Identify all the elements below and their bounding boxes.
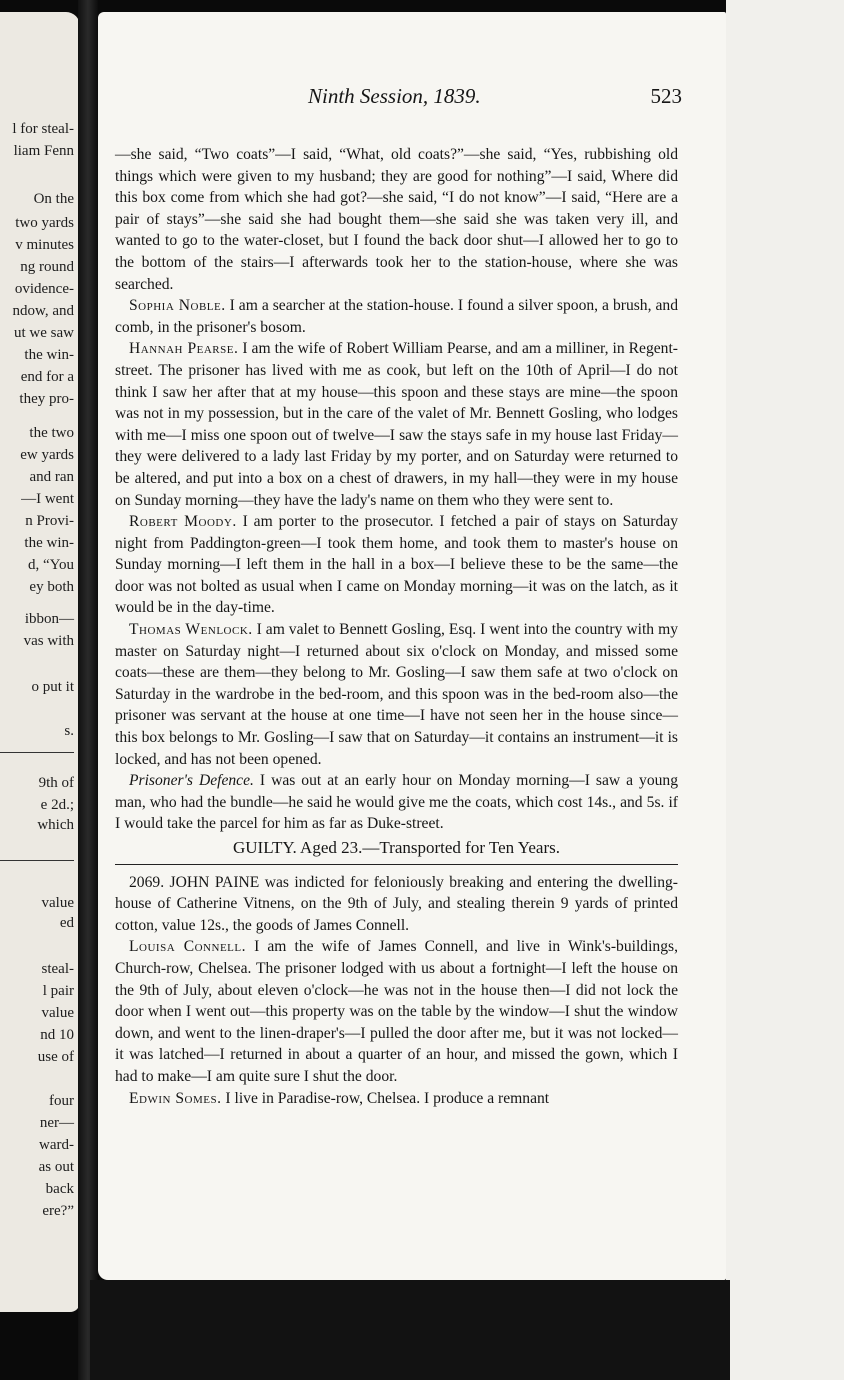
facing-page-edge bbox=[0, 12, 80, 1312]
facing-page-text-fragment: n Provi- bbox=[25, 513, 74, 529]
facing-page-text-fragment: o put it bbox=[31, 679, 74, 695]
testimony-text: I live in Paradise-row, Chelsea. I produce a remnant bbox=[225, 1089, 550, 1107]
facing-page-text-fragment: ed bbox=[59, 915, 74, 931]
facing-page-text-fragment: ibbon— bbox=[24, 611, 74, 627]
facing-page-text-fragment: liam Fenn bbox=[13, 143, 74, 159]
testimony-text: I am valet to Bennett Gosling, Esq. I went into the country with my master on Saturday night—I returned about six o'clock on Monday, and missed some coats—these are them—they belong to Mr. Gosling—I saw them safe at two o'clock on Saturday in the wardrobe in the bed-room, and this spoon was in the bed-room also—the prisoner was servant at the house at one time—I have not seen her in the house since—this box belongs to Mr. Gosling—I saw that on Saturday—it contains an instrument—it is locked, and has not been opened. bbox=[115, 621, 678, 768]
defendant-name: JOHN PAINE bbox=[169, 873, 260, 891]
facing-page-divider bbox=[0, 752, 74, 753]
page-header bbox=[98, 84, 726, 112]
facing-page-text-fragment: ward- bbox=[39, 1137, 74, 1153]
book-page bbox=[98, 12, 726, 1280]
testimony-text: I am the wife of James Connell, and live in Wink's-buildings, Church-row, Chelsea. The prisoner lodged with us about a fortnight—I left the house on the 9th of July, about eleven o'clock—he was not in the house then—I did not lock the door when I went out—this property was on the table by the window—I shut the window down, and went to the linen-draper's—I pulled the door after me, but it was not locked—it was latched—I returned in about a quarter of an hour, and missed the gown, which I had to make—I am quite sure I shut the door. bbox=[115, 938, 678, 1085]
witness-name: Edwin Somes. bbox=[129, 1089, 222, 1107]
witness-name: Robert Moody. bbox=[129, 513, 237, 531]
testimony-text: I am porter to the prosecutor. I fetched a pair of stays on Saturday night from Paddington-green—I took them home, and took them to master's house on Sunday morning—I left them in the hall in a box—I believe these to be the same—the door was not bolted as usual when I came on Monday morning—it was on the latch, as it would be in the day-time. bbox=[115, 513, 678, 617]
facing-page-text-fragment: ew yards bbox=[20, 447, 74, 463]
facing-page-text-fragment: value bbox=[41, 1005, 74, 1021]
facing-page-text-fragment: ner— bbox=[39, 1115, 74, 1131]
facing-page-text-fragment: which bbox=[37, 817, 74, 833]
facing-page-text-fragment: l pair bbox=[42, 983, 74, 999]
facing-page-text-fragment: ey both bbox=[29, 579, 74, 595]
facing-page-text-fragment: end for a bbox=[20, 369, 74, 385]
witness-name: Louisa Connell. bbox=[129, 938, 247, 956]
testimony-text: I am a searcher at the station-house. I found a silver spoon, a brush, and comb, in the prisoner's bosom. bbox=[115, 297, 678, 336]
running-title: Ninth Session, 1839. bbox=[308, 84, 481, 108]
facing-page-text-fragment: ovidence- bbox=[14, 281, 74, 297]
facing-page-text-fragment: steal- bbox=[41, 961, 74, 977]
facing-page-text-fragment: l for steal- bbox=[12, 121, 74, 137]
charge-text: was indicted for feloniously breaking and entering the dwelling-house of Catherine Vitnens, on the 9th of July, and stealing therein 9 yards of printed cotton, value 12s., the goods of James Connell. bbox=[115, 873, 678, 934]
facing-page-text-fragment: vas with bbox=[23, 633, 74, 649]
facing-page-text-fragment: the win- bbox=[24, 347, 74, 363]
facing-page-text-fragment: v minutes bbox=[15, 237, 74, 253]
scan-margin bbox=[726, 0, 844, 1380]
facing-page-text-fragment: ere?” bbox=[42, 1203, 74, 1219]
facing-page-text-fragment: On the bbox=[33, 191, 74, 207]
facing-page-text-fragment: nd 10 bbox=[40, 1027, 74, 1043]
testimony-paragraph bbox=[115, 619, 678, 770]
facing-page-text-fragment: the win- bbox=[24, 535, 74, 551]
facing-page-text-fragment: as out bbox=[38, 1159, 74, 1175]
case-heading bbox=[115, 872, 678, 937]
facing-page-text-fragment: —I went bbox=[21, 491, 74, 507]
witness-name: Thomas Wenlock. bbox=[129, 621, 253, 639]
testimony-text: I am the wife of Robert William Pearse, and am a milliner, in Regent-street. The prisoner has lived with me as cook, but left on the 10th of April—I do not think I saw her after that at my house—this spoon and these stays are mine—the spoon was not in my possession, but in the care of the valet of Mr. Bennett Gosling, who lodges with me—I miss one spoon out of twelve—I saw the stays safe in my house last Friday—they were delivered to a lady last Friday by my porter, and on Saturday were returned to be altered, and put into a box on a chest of drawers, in my hall—they were in my house on Sunday morning—they have the lady's name on them who they were sent to. bbox=[115, 340, 678, 509]
facing-page-text-fragment: back bbox=[45, 1181, 74, 1197]
testimony-paragraph bbox=[115, 338, 678, 511]
book-gutter bbox=[78, 0, 98, 1380]
defence-text: I was out at an early hour on Monday morning—I saw a young man, who had the bundle—he said he would give me the coats, which cost 14s., and 5s. if I would take the parcel for him as far as Duke-street. bbox=[115, 772, 679, 833]
defence-label: Prisoner's Defence. bbox=[129, 772, 254, 790]
facing-page-text-fragment: ng round bbox=[20, 259, 74, 275]
facing-page-text-fragment: d, “You bbox=[28, 557, 74, 573]
facing-page-text-fragment: the two bbox=[29, 425, 74, 441]
facing-page-text-fragment: they pro- bbox=[19, 391, 74, 407]
facing-page-text-fragment: and ran bbox=[29, 469, 74, 485]
scan-shadow bbox=[90, 1280, 730, 1380]
facing-page-text-fragment: value bbox=[41, 895, 74, 911]
testimony-paragraph bbox=[115, 295, 678, 338]
verdict: GUILTY. Aged 23.—Transported for Ten Years. bbox=[232, 838, 560, 857]
facing-page-text-fragment: two yards bbox=[15, 215, 74, 231]
facing-page-text-fragment: four bbox=[49, 1093, 74, 1109]
page-body bbox=[115, 144, 678, 1109]
facing-page-text-fragment: e 2d.; bbox=[40, 797, 74, 813]
witness-name: Hannah Pearse. bbox=[129, 340, 239, 358]
case-number: 2069. bbox=[129, 873, 165, 891]
defence-paragraph bbox=[115, 770, 678, 835]
facing-page-text-fragment: 9th of bbox=[38, 775, 74, 791]
testimony-paragraph bbox=[115, 511, 678, 619]
facing-page-text-fragment: ut we saw bbox=[14, 325, 74, 341]
page-number: 523 bbox=[650, 84, 682, 108]
facing-page-text-fragment: s. bbox=[64, 723, 74, 739]
facing-page-divider bbox=[0, 860, 74, 861]
paragraph-continuation bbox=[115, 144, 678, 295]
case-divider bbox=[115, 864, 678, 865]
witness-name: Sophia Noble. bbox=[129, 297, 226, 315]
testimony-paragraph bbox=[115, 936, 678, 1087]
testimony-paragraph bbox=[115, 1088, 678, 1110]
paragraph-text: —she said, “Two coats”—I said, “What, old coats?”—she said, “Yes, rubbishing old things which were given to my husband; they are good for nothing”—I said, Where did this box come from which she had got?—she said, “I do not know”—I said, “Here are a pair of stays”—she said she had bought them—she said she was taken very ill, and wanted to go to the water-closet, but I found the back door shut—I allowed her to go to the bottom of the stairs—I afterwards took her to the station-house, where she was searched. bbox=[115, 146, 678, 293]
facing-page-text-fragment: ndow, and bbox=[12, 303, 74, 319]
facing-page-text-fragment: use of bbox=[37, 1049, 74, 1065]
